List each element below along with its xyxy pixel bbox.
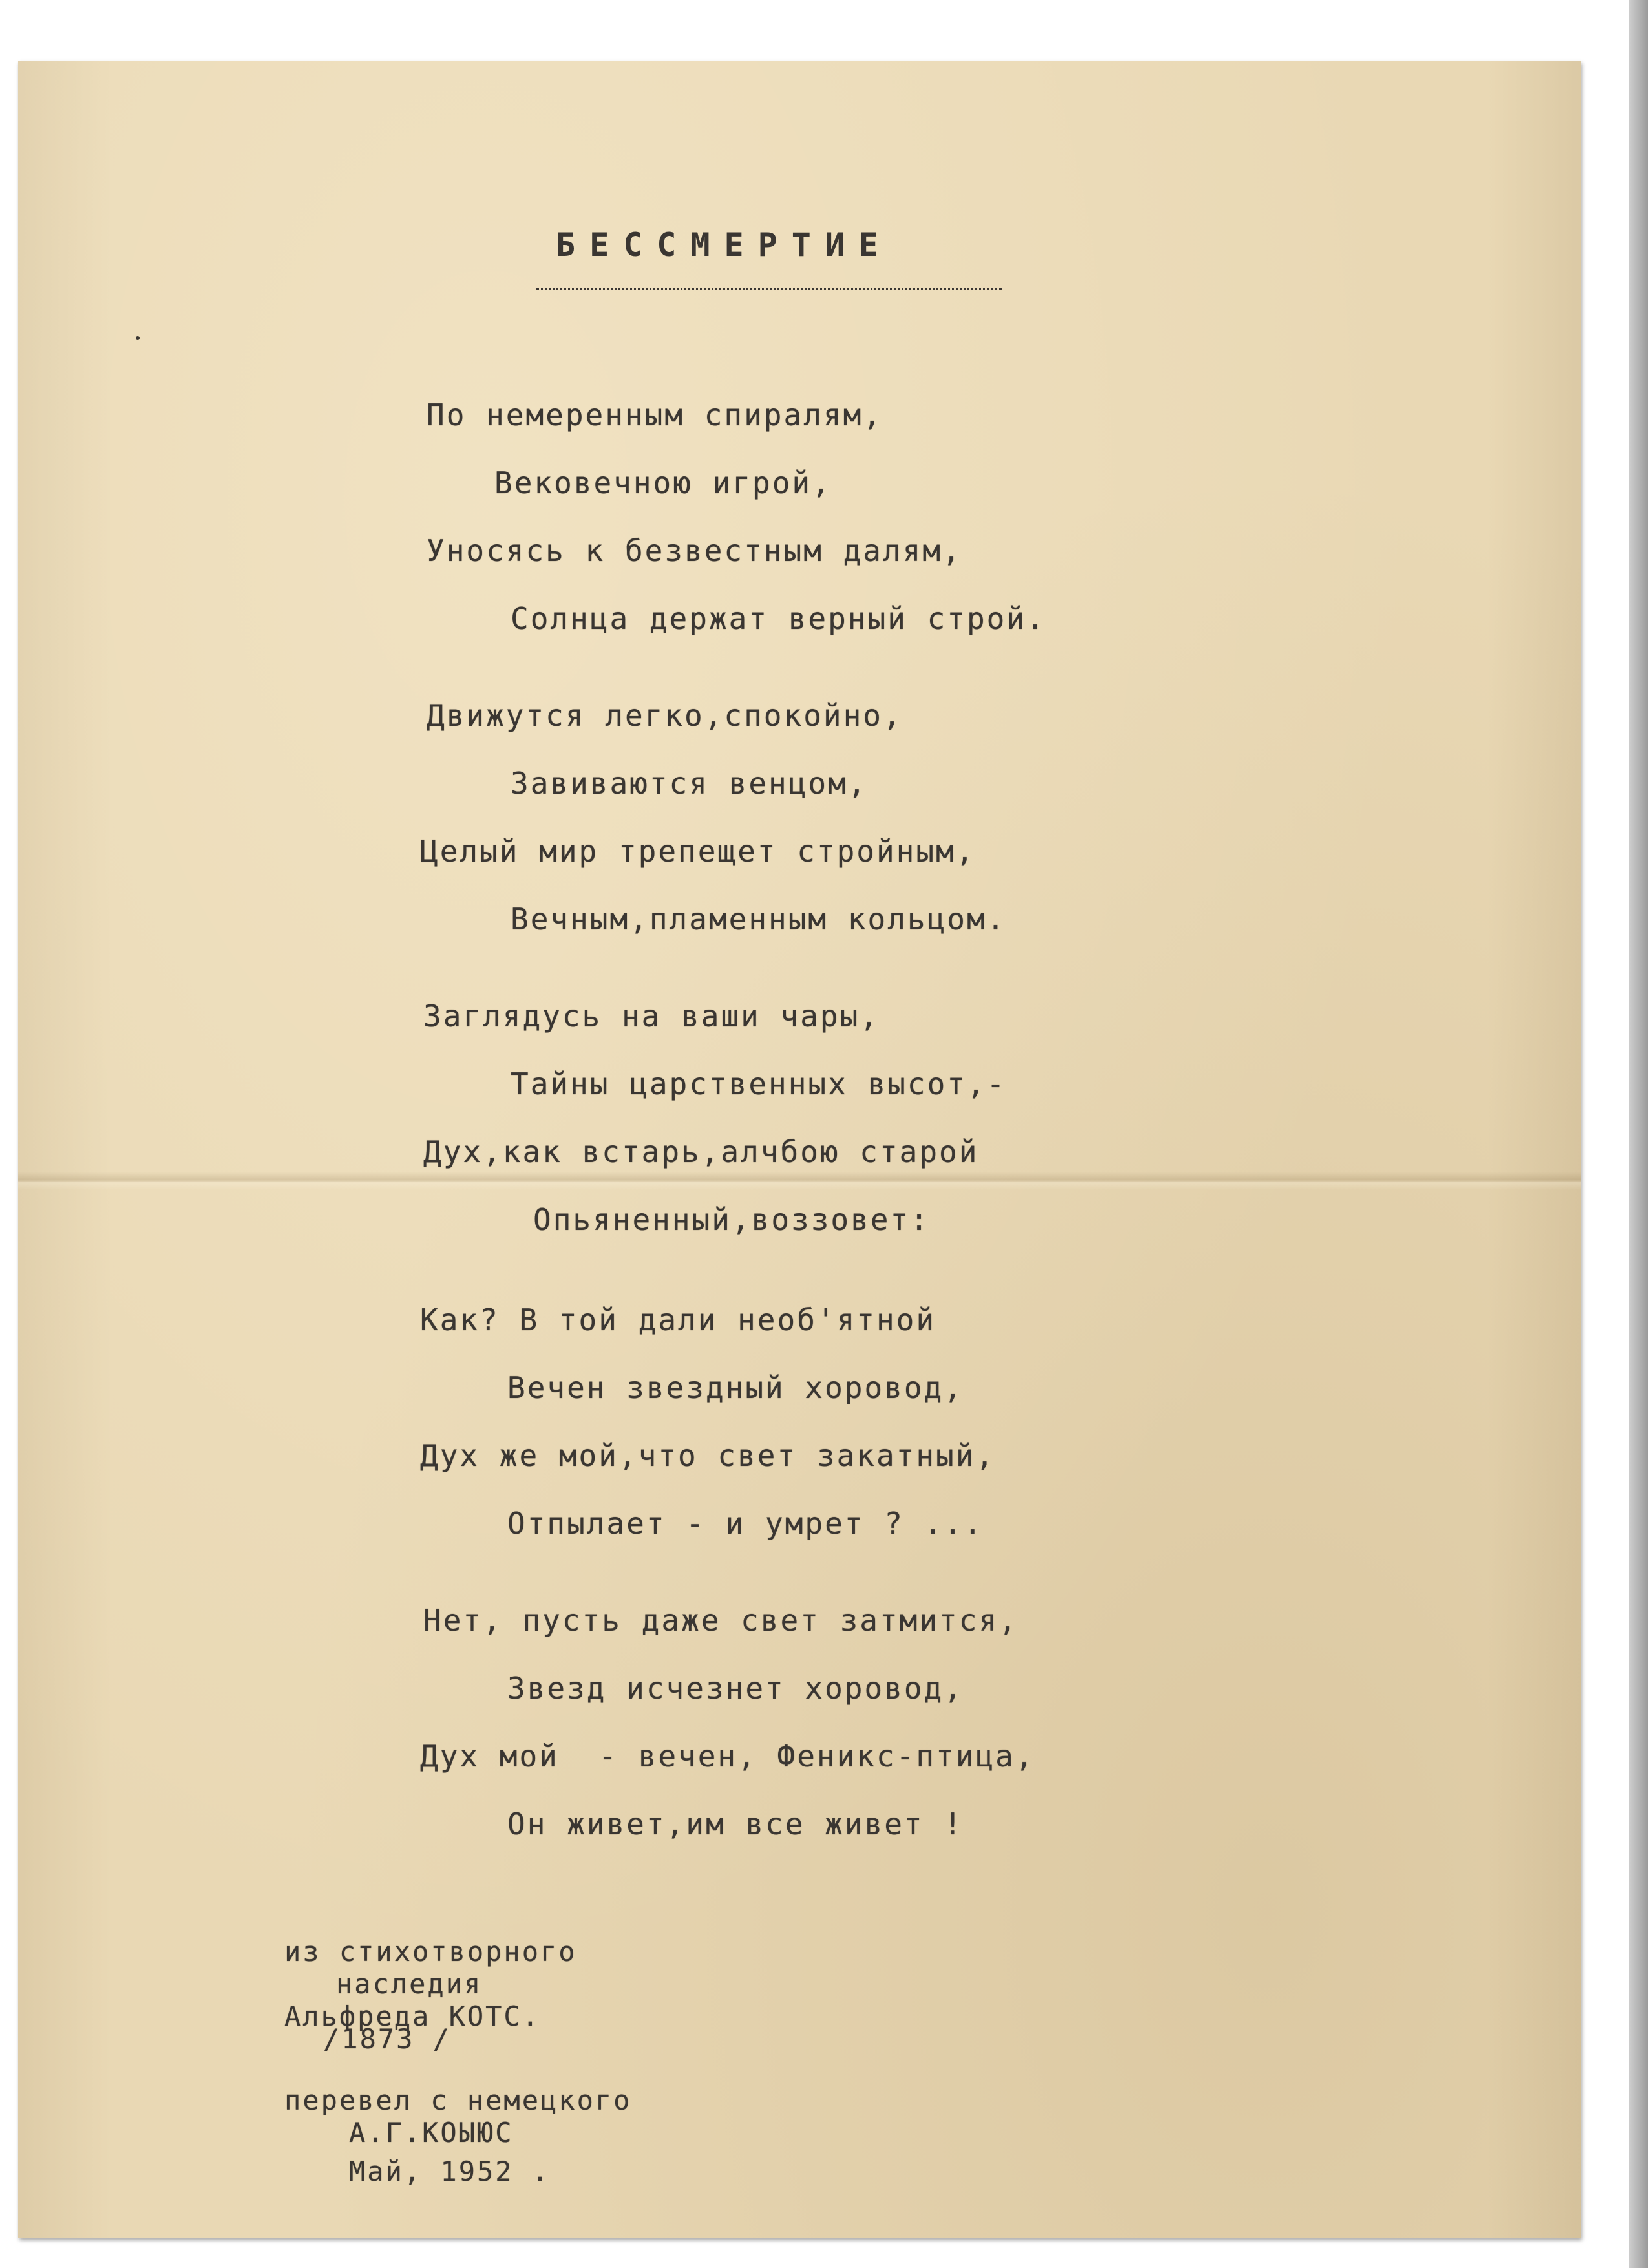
attribution-line: из стихотворного <box>284 1936 577 1967</box>
poem-line: Как? В той дали необ'ятной <box>420 1302 936 1337</box>
poem-line: Нет, пусть даже свет затмится, <box>423 1603 1019 1638</box>
poem-line: Движутся легко,спокойно, <box>427 698 903 733</box>
attribution-year: /1873 / <box>323 2023 452 2055</box>
poem-line: Заглядусь на ваши чары, <box>423 999 880 1033</box>
poem-line: Целый мир трепещет стройным, <box>420 834 976 869</box>
poem-line: Отпылает - и умрет ? ... <box>507 1506 984 1541</box>
poem-line: Дух,как встарь,алчбою старой <box>423 1134 979 1169</box>
ink-speck <box>136 336 140 340</box>
poem-line: Солнца держат верный строй. <box>511 601 1046 636</box>
poem-line: Опьяненный,воззовет: <box>533 1202 930 1237</box>
poem-line: По немеренным спиралям, <box>427 397 883 432</box>
scan-background-edge <box>1629 0 1648 2268</box>
title-underline-secondary <box>536 288 1002 290</box>
poem-line: Дух мой - вечен, Феникс-птица, <box>420 1739 1035 1774</box>
poem-title: БЕССМЕРТИЕ <box>556 226 893 264</box>
attribution-author: Альфреда КОТС. <box>284 2000 541 2032</box>
poem-line: Тайны царственных высот,- <box>511 1066 1007 1101</box>
poem-line: Он живет,им все живет ! <box>507 1807 964 1841</box>
poem-line: Вечен звездный хоровод, <box>507 1370 964 1405</box>
poem-line: Уносясь к безвестным далям, <box>427 533 962 568</box>
poem-line: Завиваются венцом, <box>511 766 868 801</box>
title-underline <box>536 277 1002 279</box>
translator-line: перевел с немецкого <box>284 2084 632 2116</box>
translation-date: Май, 1952 . <box>349 2156 551 2187</box>
attribution-line: наследия <box>336 1968 483 2000</box>
poem-line: Звезд исчезнет хоровод, <box>507 1671 964 1706</box>
poem-line: Вечным,пламенным кольцом. <box>511 902 1007 937</box>
poem-line: Вековечною игрой, <box>494 465 832 500</box>
poem-line: Дух же мой,что свет закатный, <box>420 1438 996 1473</box>
paper-fold-crease <box>18 1172 1581 1190</box>
translator-name: А.Г.КОЫЮС <box>349 2117 514 2148</box>
